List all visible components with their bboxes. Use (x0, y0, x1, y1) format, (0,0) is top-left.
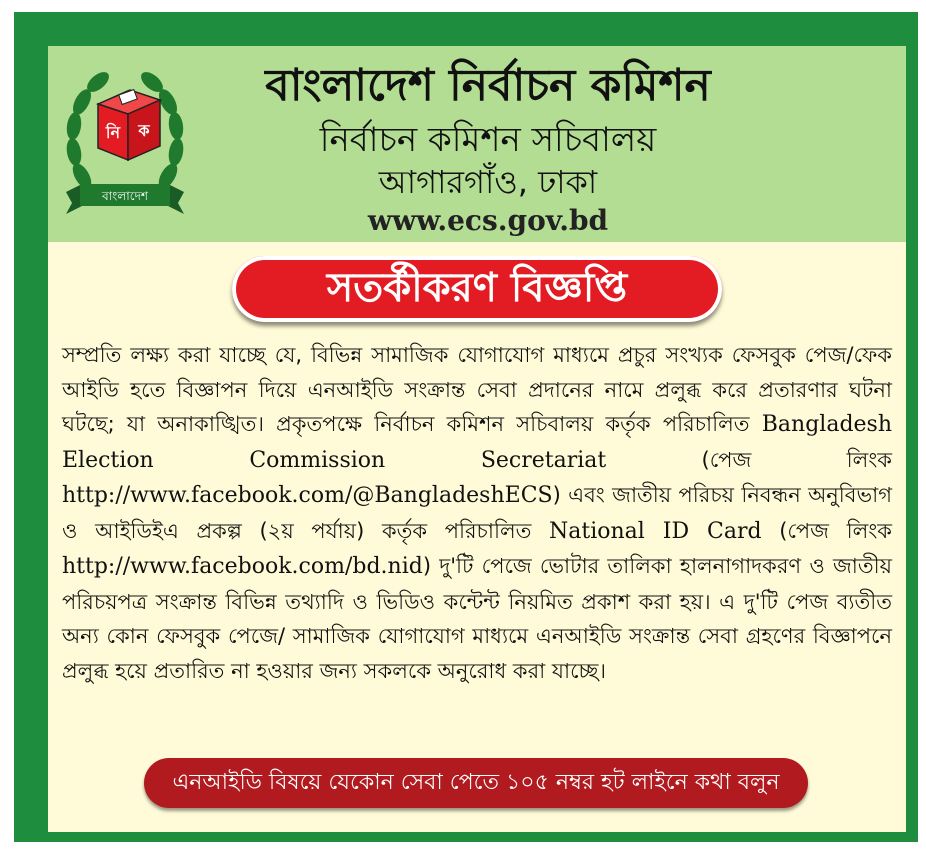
header-band (48, 46, 906, 242)
nid-page-name: National ID Card (549, 518, 762, 544)
website-link[interactable]: www.ecs.gov.bd (367, 204, 609, 237)
notice-panel (48, 46, 906, 832)
logo-ribbon-text: বাংলাদেশ (102, 189, 148, 203)
notice-frame (14, 12, 918, 842)
nid-facebook-link[interactable]: http://www.facebook.com/bd.nid (62, 554, 423, 579)
notice-body-part-2: ) এবং জাতীয় পরিচয় নিবন্ধন অনুবিভাগ ও আইডিইএ প্রকল্প (২য় পর্যায়) কর্তৃক পরিচালিত (62, 483, 892, 543)
notice-title-banner (232, 256, 722, 322)
ec-page-name: Bangladesh Election Commission Secretariat (62, 412, 892, 473)
notice-title: সতর্কীকরণ বিজ্ঞপ্তি (326, 264, 628, 311)
notice-body-part-3: ) দু'টি পেজে ভোটার তালিকা হালনাগাদকরণ ও জাতীয় পরিচয়পত্র সংক্রান্ত বিভিন্ন তথ্যাদি ও ভিডিও কন্টেন্ট নিয়মিত প্রকাশ করা হয়। এ দু'টি পেজ ব্যতীত অন্য কোন ফেসবুক পেজে/ সামাজিক যোগাযোগ মাধ্যমে এনআইডি সংক্রান্ত সেবা গ্রহণের বিজ্ঞাপনে প্রলুব্ধ হয়ে প্রতারিত না হওয়ার জন্য সকলকে অনুরোধ করা যাচ্ছে। (62, 554, 892, 683)
logo-letter-right: ক (138, 121, 150, 140)
election-commission-logo (60, 56, 190, 216)
hotline-text: এনআইডি বিষয়ে যেকোন সেবা পেতে ১০৫ নম্বর হট লাইনে কথা বলুন (172, 769, 780, 795)
page-link-label-1: (পেজ লিংক (606, 447, 892, 472)
organization-name: বাংলাদেশ নির্বাচন কমিশন (265, 60, 711, 111)
secretariat-name: নির্বাচন কমিশন সচিবালয় (319, 120, 657, 160)
logo-letter-left: নি (105, 123, 121, 142)
office-address: আগারগাঁও, ঢাকা (378, 163, 598, 201)
page-link-label-2: (পেজ লিংক (761, 518, 892, 543)
hotline-banner (144, 758, 808, 808)
notice-paragraph (62, 338, 892, 688)
notice-body (62, 338, 892, 688)
ec-facebook-link[interactable]: http://www.facebook.com/@BangladeshECS (62, 483, 553, 508)
notice-body-part-1: সম্প্রতি লক্ষ্য করা যাচ্ছে যে, বিভিন্ন সামাজিক যোগাযোগ মাধ্যমে প্রচুর সংখ্যক ফেসবুক পেজ/ফেক আইডি হতে বিজ্ঞাপন দিয়ে এনআইডি সংক্রান্ত সেবা প্রদানের নামে প্রলুব্ধ করে প্রতারণার ঘটনা ঘটছে; যা অনাকাঙ্খিত। প্রকৃতপক্ষে নির্বাচন কমিশন সচিবালয় কর্তৃক পরিচালিত (62, 343, 892, 436)
